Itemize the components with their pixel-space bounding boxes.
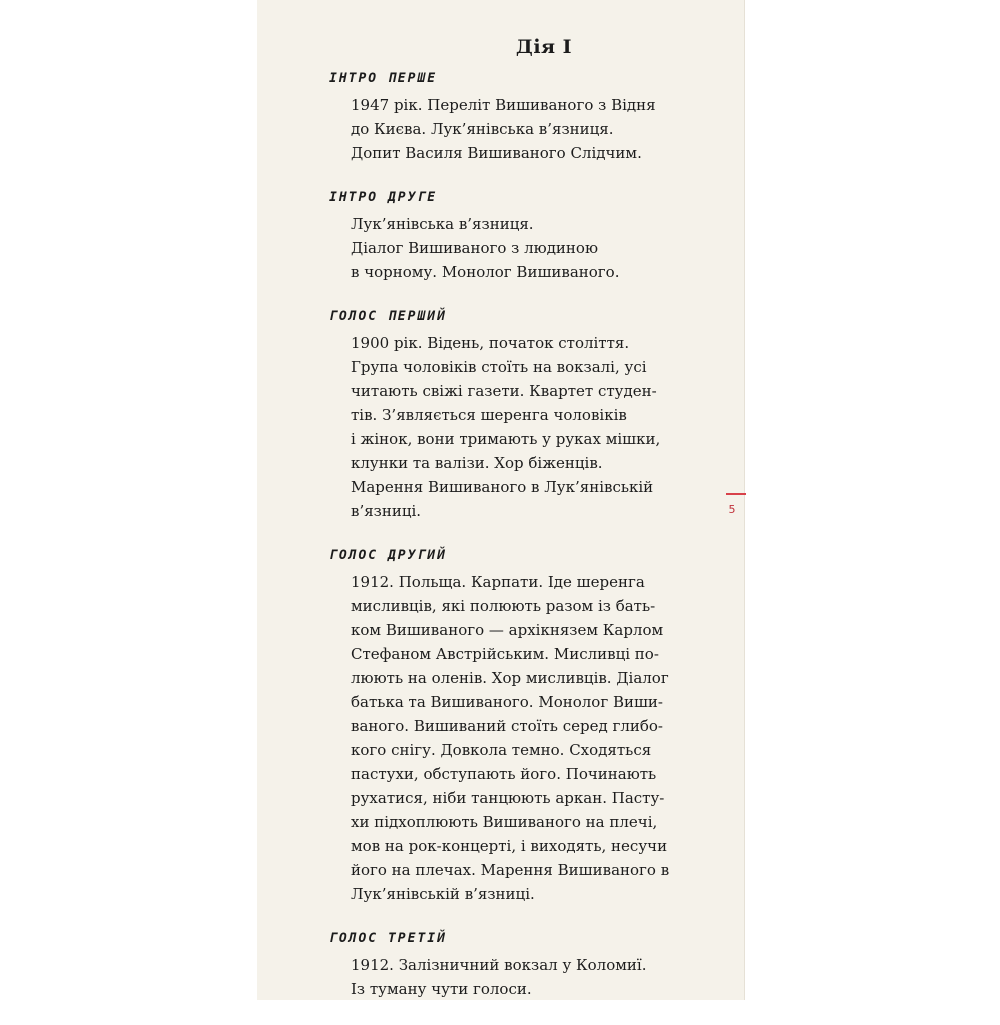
page-content <box>329 36 729 1025</box>
act-title: Дія І <box>515 36 573 58</box>
section-text: 1912. Польща. Карпати. Іде шеренга мисливців, які полюють разом із бать- ком Вишиваного — архікнязем Карлом Стефаном Австрійським. Мисливці по- люють на оленів. Хор мисливців. Діалог батька та Вишиваного. Монолог Виши- ваного. Вишиваний стоїть серед глибо- кого снігу. Довкола темно. Сходяться пастухи, обступають його. Починають рухатися, ніби танцюють аркан. Пасту- хи підхоплюють Вишиваного на плечі, мов на рок-концерті, і виходять, несучи його на плечах. Марення Вишиваного в Лук’янівській в’язниці. <box>351 573 670 903</box>
section-intro-first <box>329 70 729 165</box>
book-page <box>257 0 745 1000</box>
page-number: 5 <box>728 503 736 516</box>
section-title: ІНТРО ПЕРШЕ <box>329 71 438 86</box>
page-number-marker <box>726 493 746 495</box>
section-title: ІНТРО ДРУГЕ <box>329 190 438 205</box>
section-title: ГОЛОС ДРУГИЙ <box>329 548 447 563</box>
section-voice-second <box>329 547 729 906</box>
section-text: 1912. Залізничний вокзал у Коломиї. Із туману чути голоси. <box>351 956 647 998</box>
section-text: 1900 рік. Відень, початок століття. Група чоловіків стоїть на вокзалі, усі читають свіжі газети. Квартет студен- тів. З’являється шеренга чоловіків і жінок, вони тримають у руках мішки, клунки та валізи. Хор біженців. Марення Вишиваного в Лук’янівській в’язниці. <box>351 334 661 520</box>
section-text: Лук’янівська в’язниця. Діалог Вишиваного з людиною в чорному. Монолог Вишиваного. <box>351 215 620 281</box>
section-text: 1947 рік. Переліт Вишиваного з Відня до Києва. Лук’янівська в’язниця. Допит Василя Вишиваного Слідчим. <box>351 96 656 162</box>
section-title: ГОЛОС ТРЕТІЙ <box>329 931 447 946</box>
section-voice-third <box>329 930 729 1001</box>
section-intro-second <box>329 189 729 284</box>
section-voice-first <box>329 308 729 523</box>
section-title: ГОЛОС ПЕРШИЙ <box>329 309 447 324</box>
